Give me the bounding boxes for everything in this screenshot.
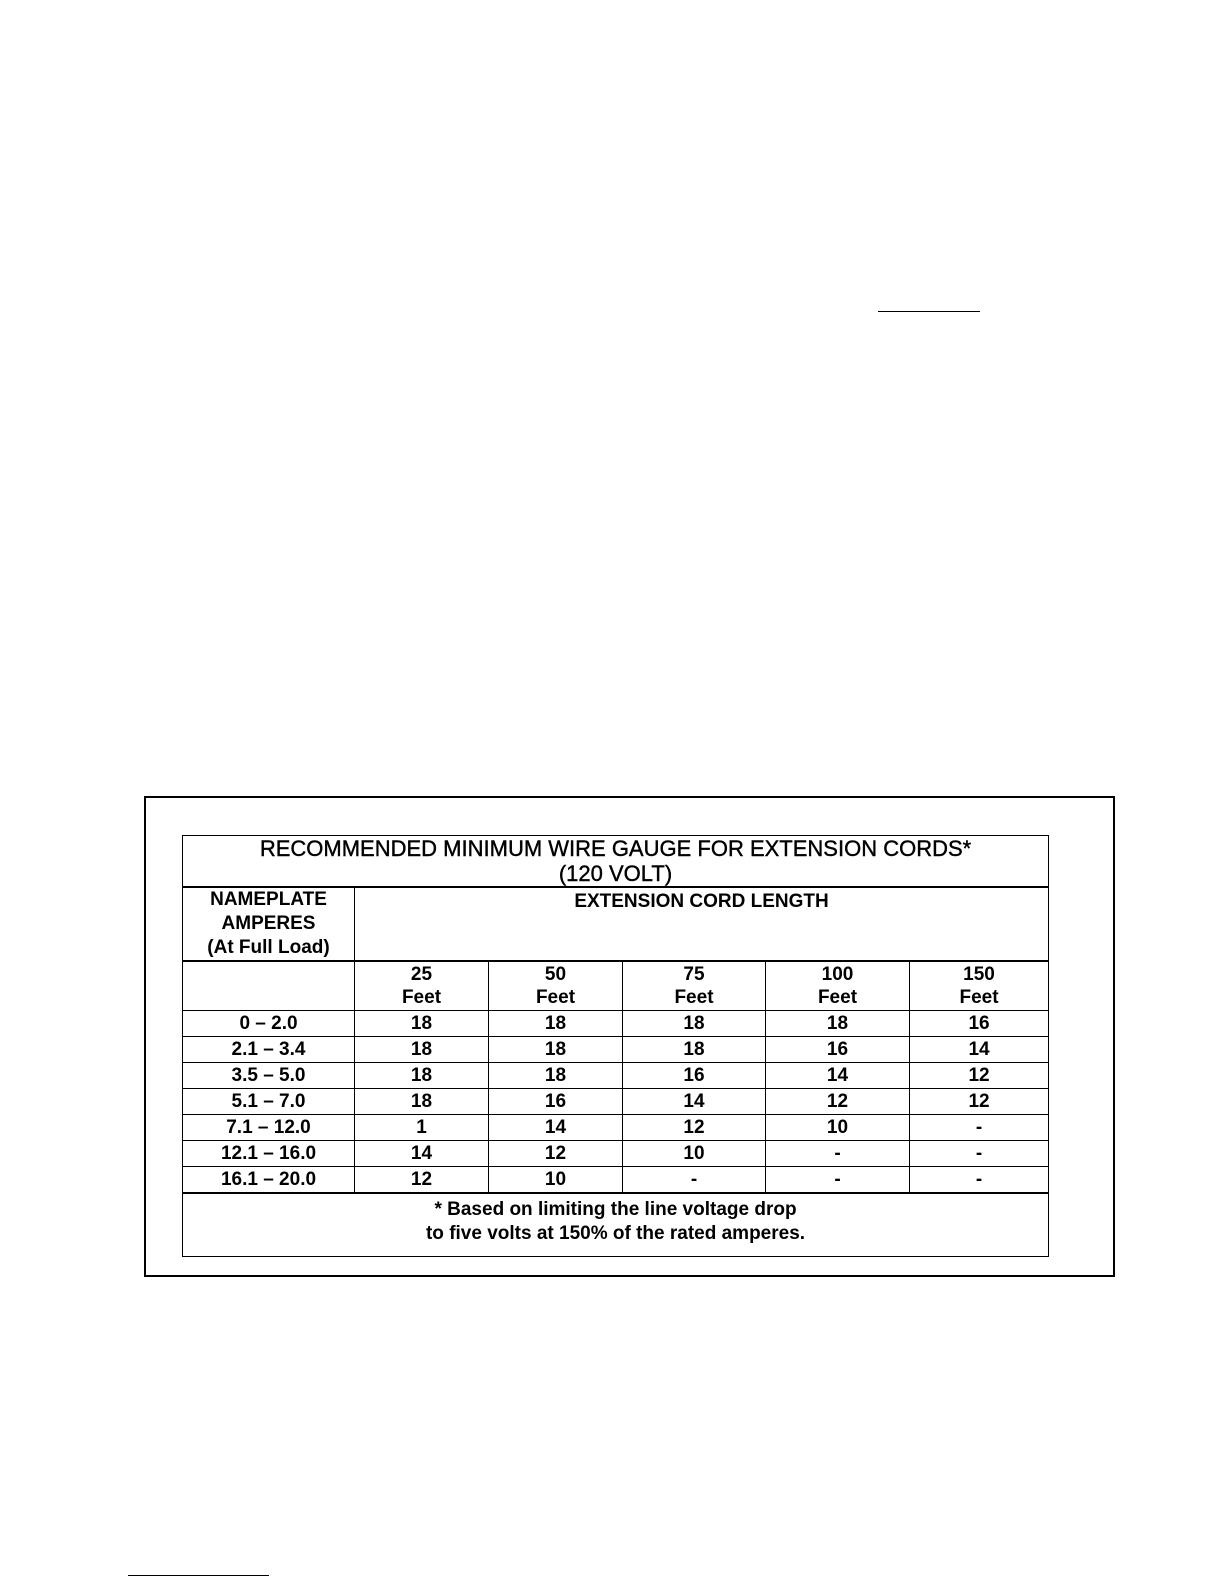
gauge-cell: 14 xyxy=(623,1089,766,1115)
distance-value: 150 xyxy=(963,964,995,985)
extension-cord-length-header: EXTENSION CORD LENGTH xyxy=(355,887,1049,961)
gauge-cell: 16 xyxy=(766,1037,910,1063)
distance-value: 25 xyxy=(410,964,433,985)
distance-value: 50 xyxy=(544,964,567,985)
distance-unit: Feet xyxy=(401,987,442,1008)
table-title-line-2: (120 VOLT) xyxy=(558,861,673,886)
table-row xyxy=(183,1115,1049,1141)
amperes-cell: 3.5 – 5.0 xyxy=(183,1063,355,1089)
amperes-cell: 12.1 – 16.0 xyxy=(183,1141,355,1167)
table-title-line-1: RECOMMENDED MINIMUM WIRE GAUGE FOR EXTENSION CORDS* xyxy=(259,836,972,861)
table-row xyxy=(183,1063,1049,1089)
distance-value: 75 xyxy=(683,964,705,985)
gauge-cell: 14 xyxy=(766,1063,910,1089)
gauge-cell: 18 xyxy=(489,1063,623,1089)
distance-unit: Feet xyxy=(817,987,858,1008)
amperes-cell: 7.1 – 12.0 xyxy=(183,1115,355,1141)
amperes-cell: 16.1 – 20.0 xyxy=(183,1167,355,1194)
distance-unit: Feet xyxy=(674,987,714,1008)
gauge-cell: 12 xyxy=(355,1167,489,1194)
gauge-cell: 18 xyxy=(766,1011,910,1037)
amperes-cell: 2.1 – 3.4 xyxy=(183,1037,355,1063)
gauge-cell: - xyxy=(910,1167,1049,1194)
gauge-cell: - xyxy=(623,1167,766,1194)
gauge-cell: 12 xyxy=(623,1115,766,1141)
table-footnote xyxy=(183,1193,1049,1257)
gauge-cell: 18 xyxy=(623,1011,766,1037)
table-row xyxy=(183,1167,1049,1194)
gauge-cell: 14 xyxy=(489,1115,623,1141)
gauge-cell: 12 xyxy=(910,1089,1049,1115)
gauge-cell: 1 xyxy=(355,1115,489,1141)
table-title xyxy=(183,836,1049,888)
gauge-cell: 12 xyxy=(910,1063,1049,1089)
gauge-cell: 18 xyxy=(489,1037,623,1063)
distance-unit: Feet xyxy=(959,987,999,1008)
gauge-cell: 16 xyxy=(623,1063,766,1089)
gauge-cell: 10 xyxy=(623,1141,766,1167)
amperes-cell: 0 – 2.0 xyxy=(183,1011,355,1037)
nameplate-header-line-3: (At Full Load) xyxy=(207,937,330,958)
footnote-line-1: * Based on limiting the line voltage drop xyxy=(434,1199,797,1220)
gauge-cell: 16 xyxy=(910,1011,1049,1037)
gauge-cell: - xyxy=(766,1141,910,1167)
table-row xyxy=(183,1037,1049,1063)
distance-unit: Feet xyxy=(535,987,576,1008)
distance-header-blank xyxy=(183,961,355,1011)
amperes-cell: 5.1 – 7.0 xyxy=(183,1089,355,1115)
gauge-cell: 14 xyxy=(355,1141,489,1167)
gauge-cell: 14 xyxy=(910,1037,1049,1063)
gauge-cell: 10 xyxy=(766,1115,910,1141)
table-row xyxy=(183,1011,1049,1037)
footnote-line-2: to five volts at 150% of the rated amperes. xyxy=(425,1223,806,1244)
table-row xyxy=(183,1141,1049,1167)
gauge-cell: 18 xyxy=(355,1089,489,1115)
gauge-cell: 18 xyxy=(623,1037,766,1063)
distance-header-cell xyxy=(623,961,766,1011)
gauge-cell: 18 xyxy=(489,1011,623,1037)
gauge-cell: 18 xyxy=(355,1037,489,1063)
wire-gauge-table xyxy=(182,835,1049,1257)
underline-rule xyxy=(878,311,980,312)
distance-header-cell xyxy=(766,961,910,1011)
gauge-cell: 12 xyxy=(766,1089,910,1115)
table-row xyxy=(183,1089,1049,1115)
nameplate-header-line-2: AMPERES xyxy=(221,913,316,934)
gauge-cell: - xyxy=(910,1115,1049,1141)
nameplate-header-line-1: NAMEPLATE xyxy=(210,889,327,910)
footnote-separator-rule xyxy=(128,1575,269,1576)
gauge-cell: - xyxy=(766,1167,910,1194)
gauge-cell: 12 xyxy=(489,1141,623,1167)
distance-header-cell xyxy=(910,961,1049,1011)
gauge-cell: - xyxy=(910,1141,1049,1167)
gauge-cell: 16 xyxy=(489,1089,623,1115)
distance-header-cell xyxy=(489,961,623,1011)
gauge-cell: 18 xyxy=(355,1063,489,1089)
nameplate-amperes-header xyxy=(183,887,355,961)
distance-header-cell xyxy=(355,961,489,1011)
gauge-cell: 18 xyxy=(355,1011,489,1037)
distance-value: 100 xyxy=(821,964,854,985)
gauge-cell: 10 xyxy=(489,1167,623,1194)
